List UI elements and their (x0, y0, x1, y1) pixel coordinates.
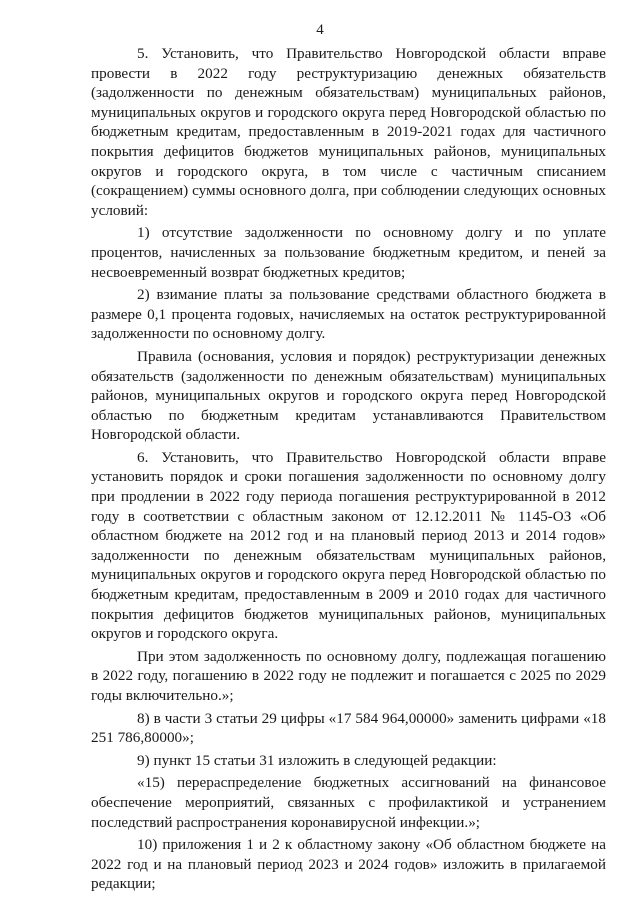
paragraph-item-5: 5. Установить, что Правительство Новгородской области вправе провести в 2022 году реструктуризацию денежных обязательств (задолженности по денежным обязательствам) муниципальных районов, муниципальных округов и городского округа перед Новгородской областью по бюджетным кредитам, предоставленным в 2019-2021 годах для частичного покрытия дефицитов бюджетов муниципальных районов, муниципальных округов и городского округа, в том числе с частичным списанием (сокращением) суммы основного долга, при соблюдении следующих основных условий: (91, 45, 606, 219)
paragraph-item-6: 6. Установить, что Правительство Новгородской области вправе установить порядок и сроки погашения задолженности по основному долгу при продлении в 2022 году периода погашения реструктурированной в 2012 году в соответствии с областным законом от 12.12.2011 № 1145-ОЗ «Об областном бюджете на 2012 год и на плановый период 2013 и 2014 годов» задолженности по денежным обязательствам муниципальных районов, муниципальных округов и городского округа перед Новгородской областью по бюджетным кредитам, предоставленным в 2009 и 2010 годах для частичного покрытия дефицитов бюджетов муниципальных районов, муниципальных округов и городского округа. (91, 448, 606, 643)
paragraph-rules: Правила (основания, условия и порядок) реструктуризации денежных обязательств (задолженности по денежным обязательствам) муниципальных районов, муниципальных округов и городского округа перед Новгородской областью по бюджетным кредитам устанавливаются Правительством Новгородской области. (91, 347, 606, 444)
paragraph-amendment-10: 10) приложения 1 и 2 к областному закону «Об областном бюджете на 2022 год и на плановый период 2023 и 2024 годов» изложить в прилагаемой редакции; (91, 836, 606, 893)
page-number: 4 (316, 22, 324, 38)
paragraph-condition-1: 1) отсутствие задолженности по основному долгу и по уплате процентов, начисленных за пользование бюджетным кредитом, и пеней за несвоевременный возврат бюджетных кредитов; (91, 224, 606, 281)
paragraph-amendment-9: 9) пункт 15 статьи 31 изложить в следующей редакции: (137, 751, 497, 769)
paragraph-amendment-8: 8) в части 3 статьи 29 цифры «17 584 964,00000» заменить цифрами «18 251 786,80000»; (91, 709, 606, 747)
paragraph-debt-note: При этом задолженность по основному долгу, подлежащая погашению в 2022 году, погашению в 2022 году не подлежит и погашается с 2025 по 2029 годы включительно.»; (91, 647, 606, 704)
paragraph-condition-2: 2) взимание платы за пользование средствами областного бюджета в размере 0,1 процента годовых, начисляемых на остаток реструктурированной задолженности по основному долгу. (91, 286, 606, 343)
paragraph-clause-15: «15) перераспределение бюджетных ассигнований на финансовое обеспечение мероприятий, связанных с профилактикой и устранением последствий распространения коронавирусной инфекции.»; (91, 774, 606, 831)
document-body (91, 44, 606, 897)
